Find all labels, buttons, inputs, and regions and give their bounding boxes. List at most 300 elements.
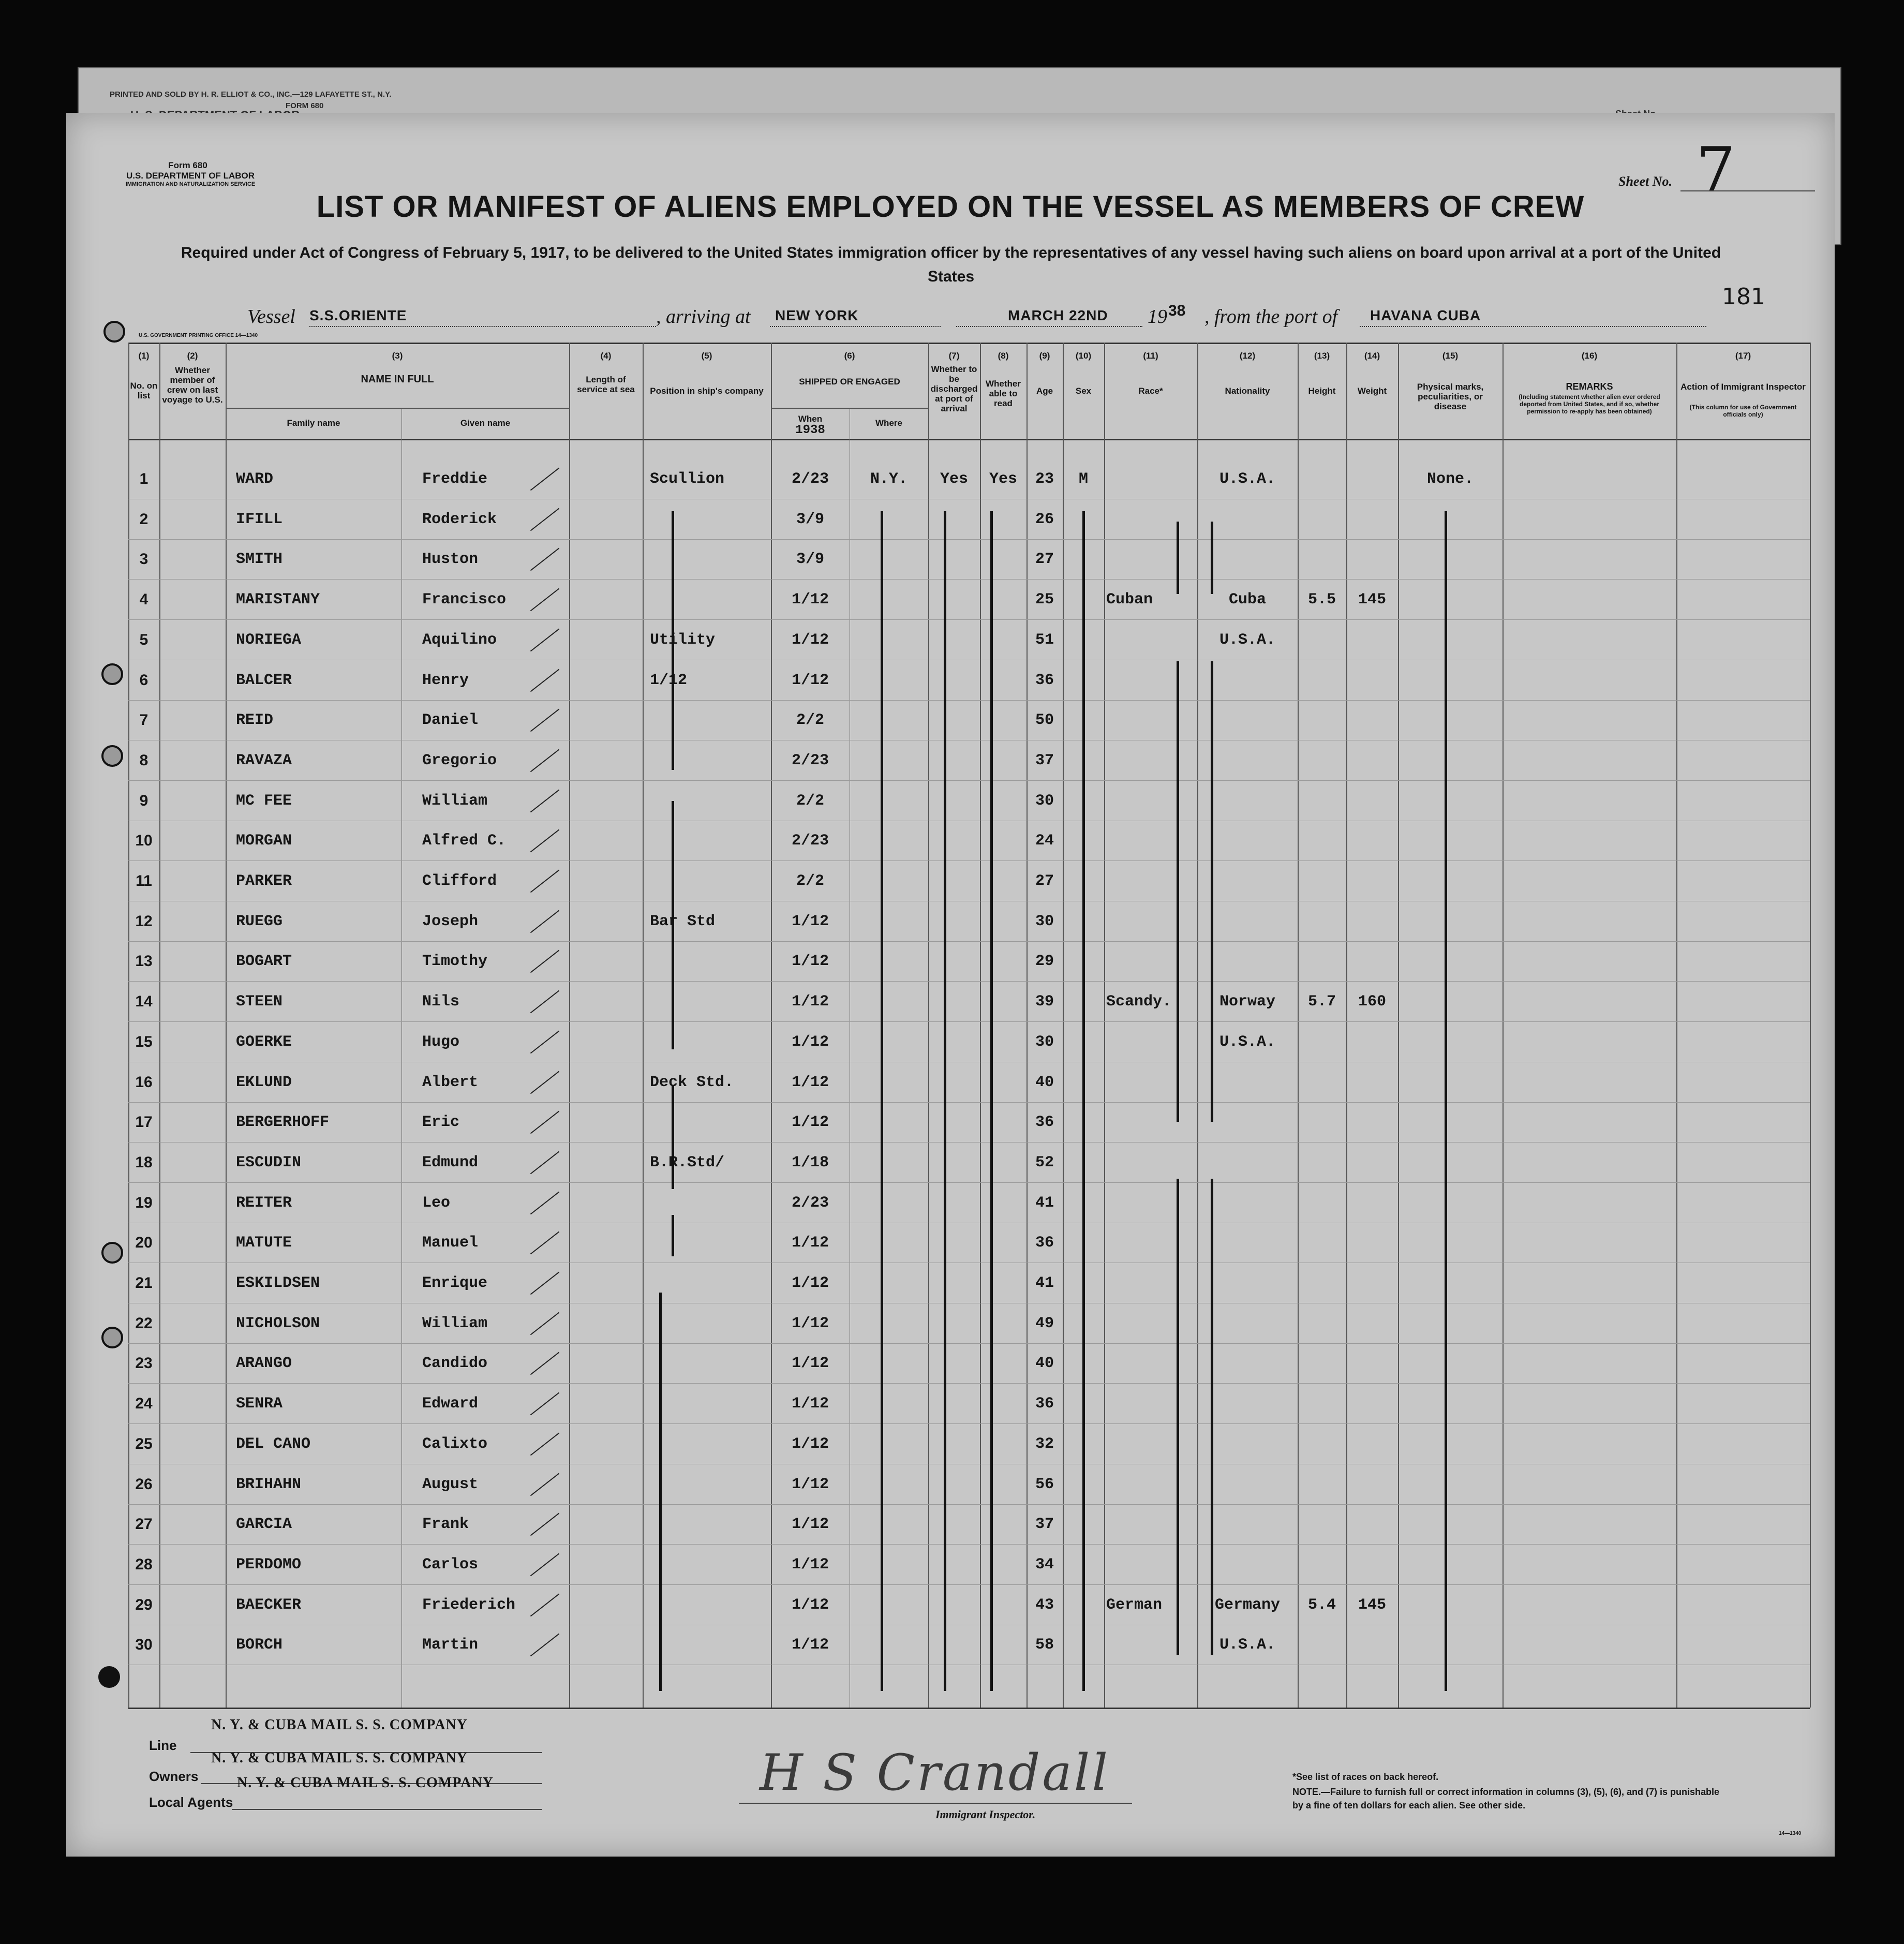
age: 40: [1035, 1355, 1054, 1373]
given-name: Albert: [422, 1073, 479, 1091]
col-10-number: (10): [1075, 351, 1092, 361]
table-row: [66, 982, 1835, 1022]
family-name: NICHOLSON: [236, 1314, 320, 1332]
race: Scandy.: [1106, 993, 1172, 1011]
discharged: [928, 1062, 980, 1103]
binder-hole: [101, 663, 123, 685]
table-row: [66, 901, 1835, 942]
height: [1298, 1062, 1346, 1103]
weight: [1346, 1303, 1398, 1344]
col-4-number: (4): [600, 351, 612, 361]
shipped-where: [850, 1384, 928, 1424]
col-17-heading: Action of Immigrant Inspector: [1680, 382, 1806, 392]
given-name: Edward: [422, 1395, 479, 1413]
height: [1298, 781, 1346, 821]
age: 58: [1035, 1636, 1054, 1654]
col-4-heading: Length of service at sea: [577, 375, 635, 394]
discharged: [928, 539, 980, 580]
shipped-where: [850, 1343, 928, 1384]
given-name: Calixto: [422, 1435, 488, 1453]
age: 43: [1035, 1596, 1054, 1614]
height: [1298, 1504, 1346, 1545]
row-number: 17: [135, 1114, 153, 1131]
weight: [1346, 499, 1398, 540]
row-number: 8: [139, 751, 148, 769]
table-row: [66, 1022, 1835, 1062]
physical-marks: [1398, 1384, 1503, 1424]
age: 34: [1035, 1555, 1054, 1574]
height: [1298, 499, 1346, 540]
shipped-when: 1/12: [791, 1516, 829, 1534]
able-to-read: [980, 539, 1027, 580]
shipped-when: 1/12: [791, 1234, 829, 1252]
physical-marks: [1398, 580, 1503, 620]
shipped-when: 1/12: [791, 1114, 829, 1132]
discharged: [928, 1545, 980, 1585]
col-15-number: (15): [1442, 351, 1459, 361]
weight: [1346, 941, 1398, 982]
height: [1298, 700, 1346, 740]
discharged: [928, 1504, 980, 1545]
shipped-when: 2/2: [796, 711, 824, 730]
able-to-read: [980, 1545, 1027, 1585]
table-row: [66, 941, 1835, 982]
height: [1298, 1022, 1346, 1062]
position: [650, 539, 770, 580]
shipped-when: 1/12: [791, 953, 829, 971]
race: [1106, 1464, 1197, 1505]
position: [650, 1343, 770, 1384]
weight: [1346, 821, 1398, 861]
height: [1298, 459, 1346, 499]
age: 52: [1035, 1153, 1054, 1171]
shipped-when: 1/12: [791, 1395, 829, 1413]
position: 1/12: [650, 671, 688, 689]
able-to-read: [980, 620, 1027, 660]
able-to-read: [980, 941, 1027, 982]
age: 30: [1035, 912, 1054, 930]
discharged: [928, 821, 980, 861]
physical-marks: [1398, 941, 1503, 982]
height: [1298, 740, 1346, 781]
height: [1298, 941, 1346, 982]
family-name: REITER: [236, 1194, 292, 1212]
weight: [1346, 620, 1398, 660]
height: [1298, 1223, 1346, 1263]
discharged: [928, 1223, 980, 1263]
discharged: [928, 941, 980, 982]
given-name: Alfred C.: [422, 832, 507, 850]
row-number: 30: [135, 1636, 153, 1654]
race: [1106, 539, 1197, 580]
shipped-when: 1/12: [791, 1355, 829, 1373]
given-name: August: [422, 1475, 479, 1493]
discharged: [928, 1102, 980, 1142]
race: [1106, 1022, 1197, 1062]
discharged: [928, 1142, 980, 1183]
shipped-where: [850, 1223, 928, 1263]
shipped-when: 1/12: [791, 993, 829, 1011]
physical-marks: [1398, 539, 1503, 580]
height: [1298, 660, 1346, 701]
sex: M: [1078, 470, 1088, 488]
binder-hole: [101, 1242, 123, 1264]
table-row: [66, 1545, 1835, 1585]
weight: [1346, 1424, 1398, 1464]
physical-marks: [1398, 1504, 1503, 1545]
sheet-label: Sheet No.: [1618, 174, 1672, 189]
height: [1298, 1384, 1346, 1424]
discharged: [928, 1585, 980, 1625]
family-name: BERGERHOFF: [236, 1114, 330, 1132]
position: [650, 1625, 770, 1665]
row-number: 26: [135, 1475, 153, 1493]
vessel-name: S.S.ORIENTE: [309, 307, 407, 323]
table-row: [66, 821, 1835, 861]
race: [1106, 1545, 1197, 1585]
col-3-heading: NAME IN FULL: [361, 374, 434, 385]
weight: 145: [1358, 1596, 1386, 1614]
row-number: 19: [135, 1194, 153, 1211]
col-6-heading: SHIPPED OR ENGAGED: [799, 377, 900, 387]
age: 32: [1035, 1435, 1054, 1453]
family-name: REID: [236, 711, 274, 730]
discharged: [928, 781, 980, 821]
given-name: William: [422, 792, 488, 810]
row-number: 16: [135, 1073, 153, 1091]
discharged: [928, 901, 980, 942]
form-number: Form 680: [168, 160, 207, 170]
physical-marks: [1398, 1343, 1503, 1384]
physical-marks: [1398, 1142, 1503, 1183]
discharged: [928, 1384, 980, 1424]
able-to-read: [980, 1424, 1027, 1464]
col-7-number: (7): [948, 351, 960, 361]
discharged: [928, 499, 980, 540]
table-row: [66, 1504, 1835, 1545]
position: [650, 1384, 770, 1424]
row-number: 28: [135, 1555, 153, 1573]
height: 5.4: [1307, 1596, 1336, 1614]
position: [650, 982, 770, 1022]
shipped-where: [850, 1062, 928, 1103]
table-row: [66, 1424, 1835, 1464]
height: 5.7: [1307, 993, 1336, 1011]
nationality: [1197, 1142, 1298, 1183]
col-8-number: (8): [998, 351, 1009, 361]
shipped-where: [850, 580, 928, 620]
able-to-read: [980, 1343, 1027, 1384]
physical-marks: [1398, 1303, 1503, 1344]
height: [1298, 1263, 1346, 1303]
able-to-read: [980, 700, 1027, 740]
col-8-heading: Whether able to read: [986, 379, 1021, 408]
col-6-number: (6): [844, 351, 855, 361]
race: [1106, 1424, 1197, 1464]
able-to-read: [980, 1585, 1027, 1625]
position: [650, 1545, 770, 1585]
col-16-number: (16): [1581, 351, 1598, 361]
family-name: MARISTANY: [236, 591, 320, 609]
age: 25: [1035, 591, 1054, 609]
physical-marks: [1398, 1102, 1503, 1142]
binder-hole: [98, 1666, 120, 1688]
physical-marks: [1398, 1062, 1503, 1103]
position: [650, 1263, 770, 1303]
shipped-where: [850, 941, 928, 982]
race: German: [1106, 1596, 1163, 1614]
given-name: Aquilino: [422, 631, 497, 649]
height: 5.5: [1307, 591, 1336, 609]
family-name: GOERKE: [236, 1033, 292, 1051]
able-to-read: [980, 1022, 1027, 1062]
position: [650, 1585, 770, 1625]
age: 36: [1035, 1395, 1054, 1413]
row-number: 24: [135, 1395, 153, 1413]
race: [1106, 740, 1197, 781]
physical-marks: [1398, 1545, 1503, 1585]
row-number: 2: [139, 510, 148, 528]
shipped-when: 1/12: [791, 1073, 829, 1091]
race: [1106, 861, 1197, 901]
physical-marks: [1398, 1464, 1503, 1505]
discharged: [928, 740, 980, 781]
nationality: U.S.A.: [1219, 631, 1276, 649]
discharged: [928, 1183, 980, 1223]
shipped-where: [850, 1464, 928, 1505]
shipped-when: 1/12: [791, 1555, 829, 1574]
weight: [1346, 1545, 1398, 1585]
inspector-label: Immigrant Inspector.: [935, 1808, 1036, 1821]
race: [1106, 499, 1197, 540]
weight: 160: [1358, 993, 1386, 1011]
given-name: Enrique: [422, 1274, 488, 1292]
able-to-read: [980, 660, 1027, 701]
shipped-when: 1/12: [791, 1435, 829, 1453]
weight: [1346, 1263, 1398, 1303]
given-name: Roderick: [422, 510, 497, 528]
able-to-read: [980, 1625, 1027, 1665]
shipped-when: 1/12: [791, 1314, 829, 1332]
position: Deck Std.: [650, 1073, 734, 1091]
shipped-when: 1/12: [791, 1475, 829, 1493]
owners-value: N. Y. & CUBA MAIL S. S. COMPANY: [211, 1750, 468, 1766]
physical-marks: [1398, 821, 1503, 861]
able-to-read: [980, 1223, 1027, 1263]
weight: [1346, 740, 1398, 781]
position: Utility: [650, 631, 716, 649]
age: 41: [1035, 1194, 1054, 1212]
shipped-where: [850, 1303, 928, 1344]
row-number: 4: [139, 591, 148, 609]
discharged: [928, 580, 980, 620]
family-name: MORGAN: [236, 832, 292, 850]
row-number: 21: [135, 1274, 153, 1292]
arriving-label: , arriving at: [656, 306, 751, 328]
weight: [1346, 1183, 1398, 1223]
back-form: FORM 680: [286, 101, 324, 110]
col-11-heading: Race*: [1138, 386, 1163, 396]
shipped-where: [850, 821, 928, 861]
discharged: Yes: [940, 470, 968, 488]
family-name: STEEN: [236, 993, 283, 1011]
age: 29: [1035, 953, 1054, 971]
age: 39: [1035, 993, 1054, 1011]
discharged: [928, 660, 980, 701]
family-name: BAECKER: [236, 1596, 302, 1614]
physical-marks: [1398, 1585, 1503, 1625]
able-to-read: [980, 781, 1027, 821]
race: [1106, 1142, 1197, 1183]
shipped-when: 1/12: [791, 912, 829, 930]
col-11-number: (11): [1143, 351, 1158, 361]
line-value: N. Y. & CUBA MAIL S. S. COMPANY: [211, 1717, 468, 1733]
shipped-where: [850, 1625, 928, 1665]
weight: [1346, 660, 1398, 701]
able-to-read: [980, 1384, 1027, 1424]
race: [1106, 660, 1197, 701]
able-to-read: [980, 1142, 1027, 1183]
row-number: 1: [139, 470, 148, 487]
weight: [1346, 1504, 1398, 1545]
given-name: Eric: [422, 1114, 460, 1132]
weight: [1346, 700, 1398, 740]
shipped-when: 1/12: [791, 1636, 829, 1654]
physical-marks: [1398, 499, 1503, 540]
family-name: RAVAZA: [236, 751, 292, 769]
family-name: BORCH: [236, 1636, 283, 1654]
height: [1298, 1625, 1346, 1665]
family-name: MC FEE: [236, 792, 292, 810]
table-row: [66, 740, 1835, 781]
col-14-number: (14): [1364, 351, 1380, 361]
given-name: Martin: [422, 1636, 479, 1654]
family-name: SENRA: [236, 1395, 283, 1413]
family-name: ESKILDSEN: [236, 1274, 320, 1292]
physical-marks: [1398, 620, 1503, 660]
family-name: BALCER: [236, 671, 292, 689]
row-number: 27: [135, 1516, 153, 1533]
discharged: [928, 700, 980, 740]
position: [650, 1303, 770, 1344]
physical-marks: [1398, 1183, 1503, 1223]
age: 26: [1035, 510, 1054, 528]
position: [650, 821, 770, 861]
line-label: Line: [149, 1738, 177, 1753]
given-name: Hugo: [422, 1033, 460, 1051]
shipped-where: [850, 1022, 928, 1062]
given-name: Freddie: [422, 470, 488, 488]
position: [650, 1102, 770, 1142]
position: [650, 1183, 770, 1223]
row-number: 23: [135, 1355, 153, 1372]
position: [650, 781, 770, 821]
position: [650, 1504, 770, 1545]
form-code: 14—1340: [1779, 1831, 1802, 1836]
age: 37: [1035, 1516, 1054, 1534]
physical-marks: [1398, 1625, 1503, 1665]
manifest-sheet: [66, 113, 1835, 1857]
nationality: U.S.A.: [1219, 1636, 1276, 1654]
col-16-heading: REMARKS: [1566, 381, 1613, 392]
shipped-when: 2/23: [791, 1194, 829, 1212]
family-name: SMITH: [236, 551, 283, 569]
col-1-number: (1): [138, 351, 150, 361]
agents-label: Local Agents: [149, 1794, 233, 1810]
height: [1298, 1102, 1346, 1142]
table-row: [66, 861, 1835, 901]
nationality: Cuba: [1228, 591, 1266, 609]
shipped-when: 2/23: [791, 751, 829, 769]
shipped-when: 2/2: [796, 792, 824, 810]
row-number: 11: [136, 872, 152, 889]
physical-marks: [1398, 982, 1503, 1022]
shipped-where: [850, 700, 928, 740]
given-name: Henry: [422, 671, 469, 689]
height: [1298, 901, 1346, 942]
col-6-when-year: 1938: [795, 423, 825, 437]
col-12-heading: Nationality: [1225, 386, 1270, 396]
able-to-read: [980, 1464, 1027, 1505]
physical-marks: [1398, 1424, 1503, 1464]
given-name: Frank: [422, 1516, 469, 1534]
col-9-number: (9): [1039, 351, 1050, 361]
race: [1106, 459, 1197, 499]
able-to-read: [980, 982, 1027, 1022]
row-number: 29: [135, 1596, 153, 1613]
inspector-signature: H S Crandall: [760, 1744, 1110, 1802]
col-16-note: (Including statement whether alien ever ordered deported from United States, and if so, whether permission to re-apply has been obtained): [1519, 393, 1660, 415]
given-name: Daniel: [422, 711, 479, 730]
weight: [1346, 1102, 1398, 1142]
table-row: [66, 1585, 1835, 1625]
shipped-when: 2/23: [791, 832, 829, 850]
weight: [1346, 1464, 1398, 1505]
able-to-read: [980, 821, 1027, 861]
physical-marks: [1398, 861, 1503, 901]
shipped-where: N.Y.: [870, 470, 908, 488]
family-name: NORIEGA: [236, 631, 302, 649]
weight: [1346, 1384, 1398, 1424]
row-number: 12: [135, 912, 153, 930]
weight: [1346, 1142, 1398, 1183]
discharged: [928, 1343, 980, 1384]
col-17-note: (This column for use of Government officials only): [1689, 404, 1797, 418]
age: 51: [1035, 631, 1054, 649]
year-prefix: 19: [1148, 306, 1167, 328]
binder-hole: [101, 1327, 123, 1348]
position: [650, 700, 770, 740]
age: 50: [1035, 711, 1054, 730]
family-name: EKLUND: [236, 1073, 292, 1091]
shipped-where: [850, 1424, 928, 1464]
given-name: Timothy: [422, 953, 488, 971]
table-row: [66, 1303, 1835, 1344]
row-number: 6: [139, 671, 148, 689]
nationality: U.S.A.: [1219, 470, 1276, 488]
height: [1298, 1303, 1346, 1344]
height: [1298, 1545, 1346, 1585]
physical-marks: [1398, 1223, 1503, 1263]
position: [650, 1424, 770, 1464]
given-name: Nils: [422, 993, 460, 1011]
weight: [1346, 1022, 1398, 1062]
shipped-where: [850, 1142, 928, 1183]
given-name: Leo: [422, 1194, 451, 1212]
col-12-number: (12): [1239, 351, 1256, 361]
race: [1106, 700, 1197, 740]
able-to-read: [980, 740, 1027, 781]
